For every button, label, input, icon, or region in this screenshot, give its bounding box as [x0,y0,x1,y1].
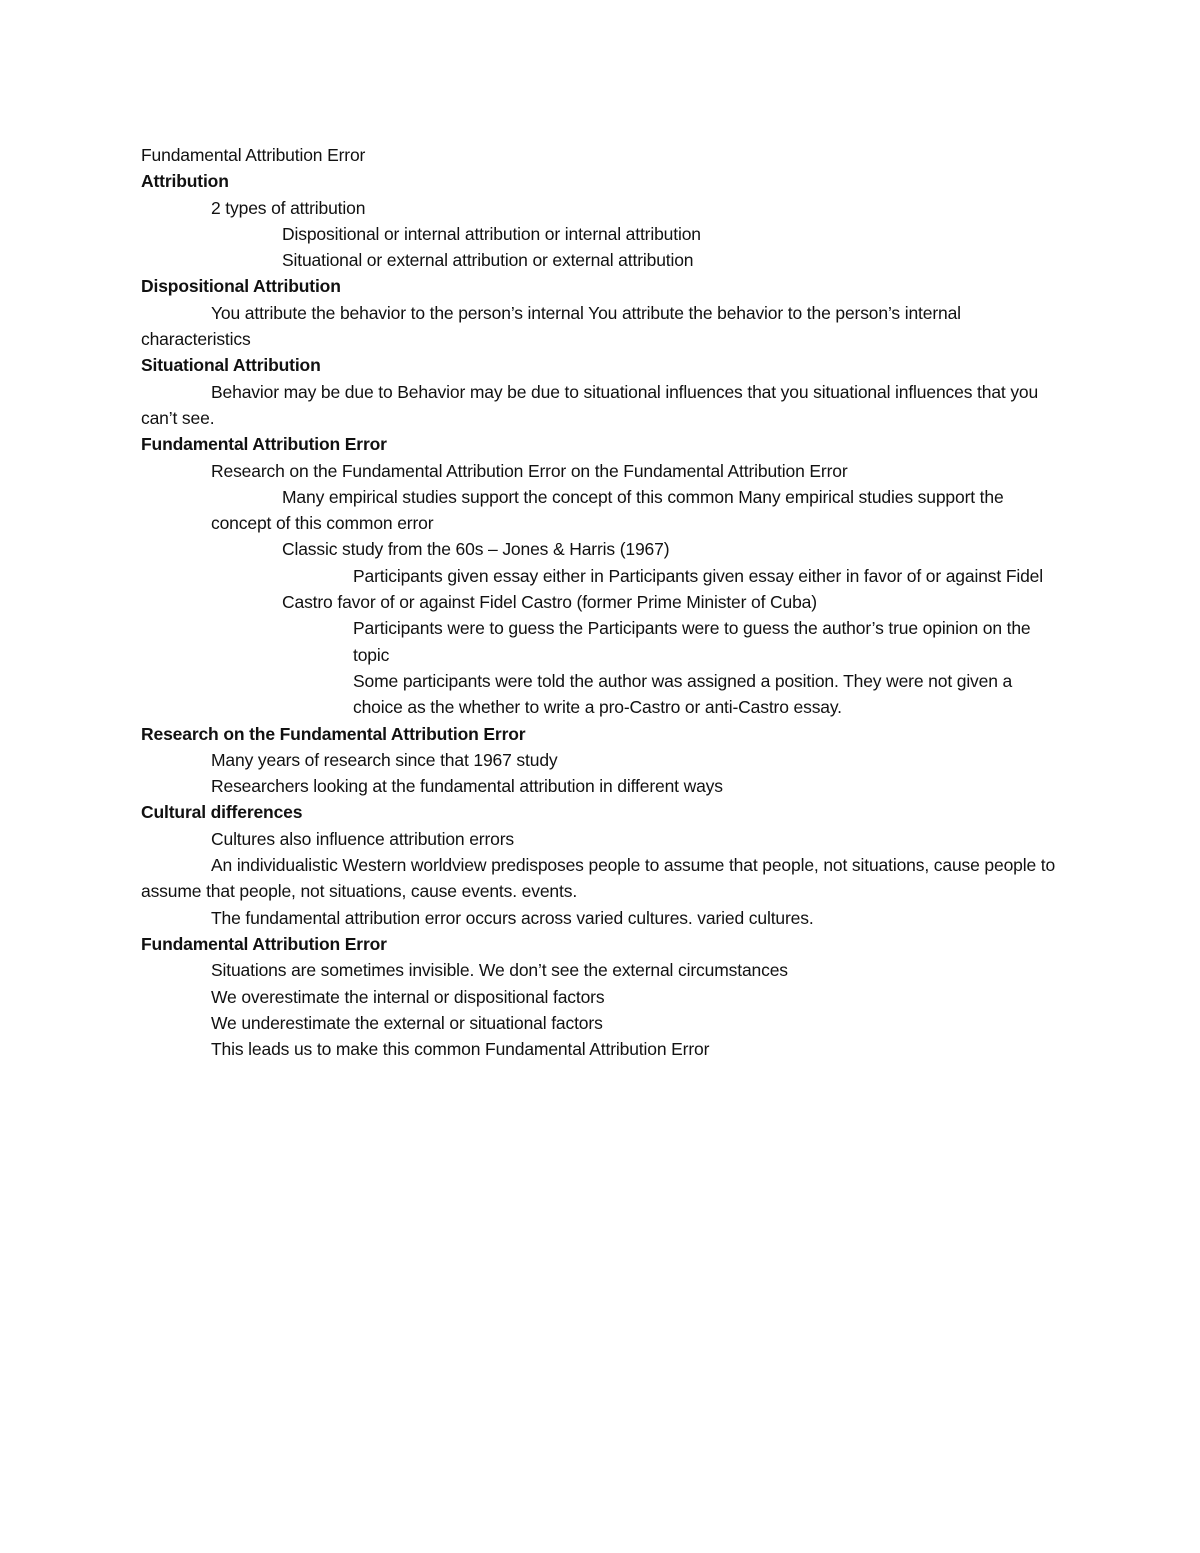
outline-item: You attribute the behavior to the person’s internal You attribute the behavior to the person’s internal characteristics [141,302,961,350]
section-heading-attribution: Attribution [141,171,229,192]
outline-item: Research on the Fundamental Attribution Error on the Fundamental Attribution Error [211,460,848,481]
section-heading-dispositional-attribution: Dispositional Attribution [141,276,341,297]
document-title: Fundamental Attribution Error [141,145,366,165]
outline-item: We underestimate the external or situational factors [211,1012,603,1033]
outline-item: Participants were to guess the Participants were to guess the author’s true opinion on the topic [353,618,1031,665]
outline-item: Situational or external attribution or external attribution [282,250,694,271]
outline-item: Many empirical studies support the concept of this common Many empirical studies support the concept of this common error [211,486,1004,534]
section-heading-research: Research on the Fundamental Attribution Error [141,723,526,744]
section-heading-situational-attribution: Situational Attribution [141,355,321,376]
document-body [141,142,1056,1062]
outline-item: Participants given essay either in Participants given essay either in favor of or against Fidel Castro favor of or against Fidel Castro (former Prime Minister of Cuba) [282,565,1043,613]
outline-item: This leads us to make this common Fundamental Attribution Error [211,1039,710,1060]
outline-item: We overestimate the internal or dispositional factors [211,986,605,1007]
outline-item: Some participants were told the author was assigned a position. They were not given a choice as the whether to write a pro-Castro or anti-Castro essay. [353,670,1013,718]
outline-item: Many years of research since that 1967 study [211,749,558,770]
outline-item: Behavior may be due to Behavior may be due to situational influences that you situational influences that you can’t see. [141,381,1039,428]
section-heading-cultural-differences: Cultural differences [141,802,303,823]
outline-item: Situations are sometimes invisible. We don’t see the external circumstances [211,960,788,981]
section-heading-fundamental-attribution-error-conclusion: Fundamental Attribution Error [141,933,387,954]
outline-item: Classic study from the 60s – Jones & Harris (1967) [282,539,670,560]
outline-item: Dispositional or internal attribution or internal attribution [282,223,701,244]
section-heading-fundamental-attribution-error: Fundamental Attribution Error [141,434,387,455]
outline-item: An individualistic Western worldview predisposes people to assume that people, not situations, cause people to assume that people, not situations, cause events. events. [141,855,1056,902]
outline-item: The fundamental attribution error occurs across varied cultures. varied cultures. [211,907,814,928]
outline-item: 2 types of attribution [211,197,366,218]
outline-item: Researchers looking at the fundamental attribution in different ways [211,776,723,797]
outline-item: Cultures also influence attribution errors [211,828,515,849]
